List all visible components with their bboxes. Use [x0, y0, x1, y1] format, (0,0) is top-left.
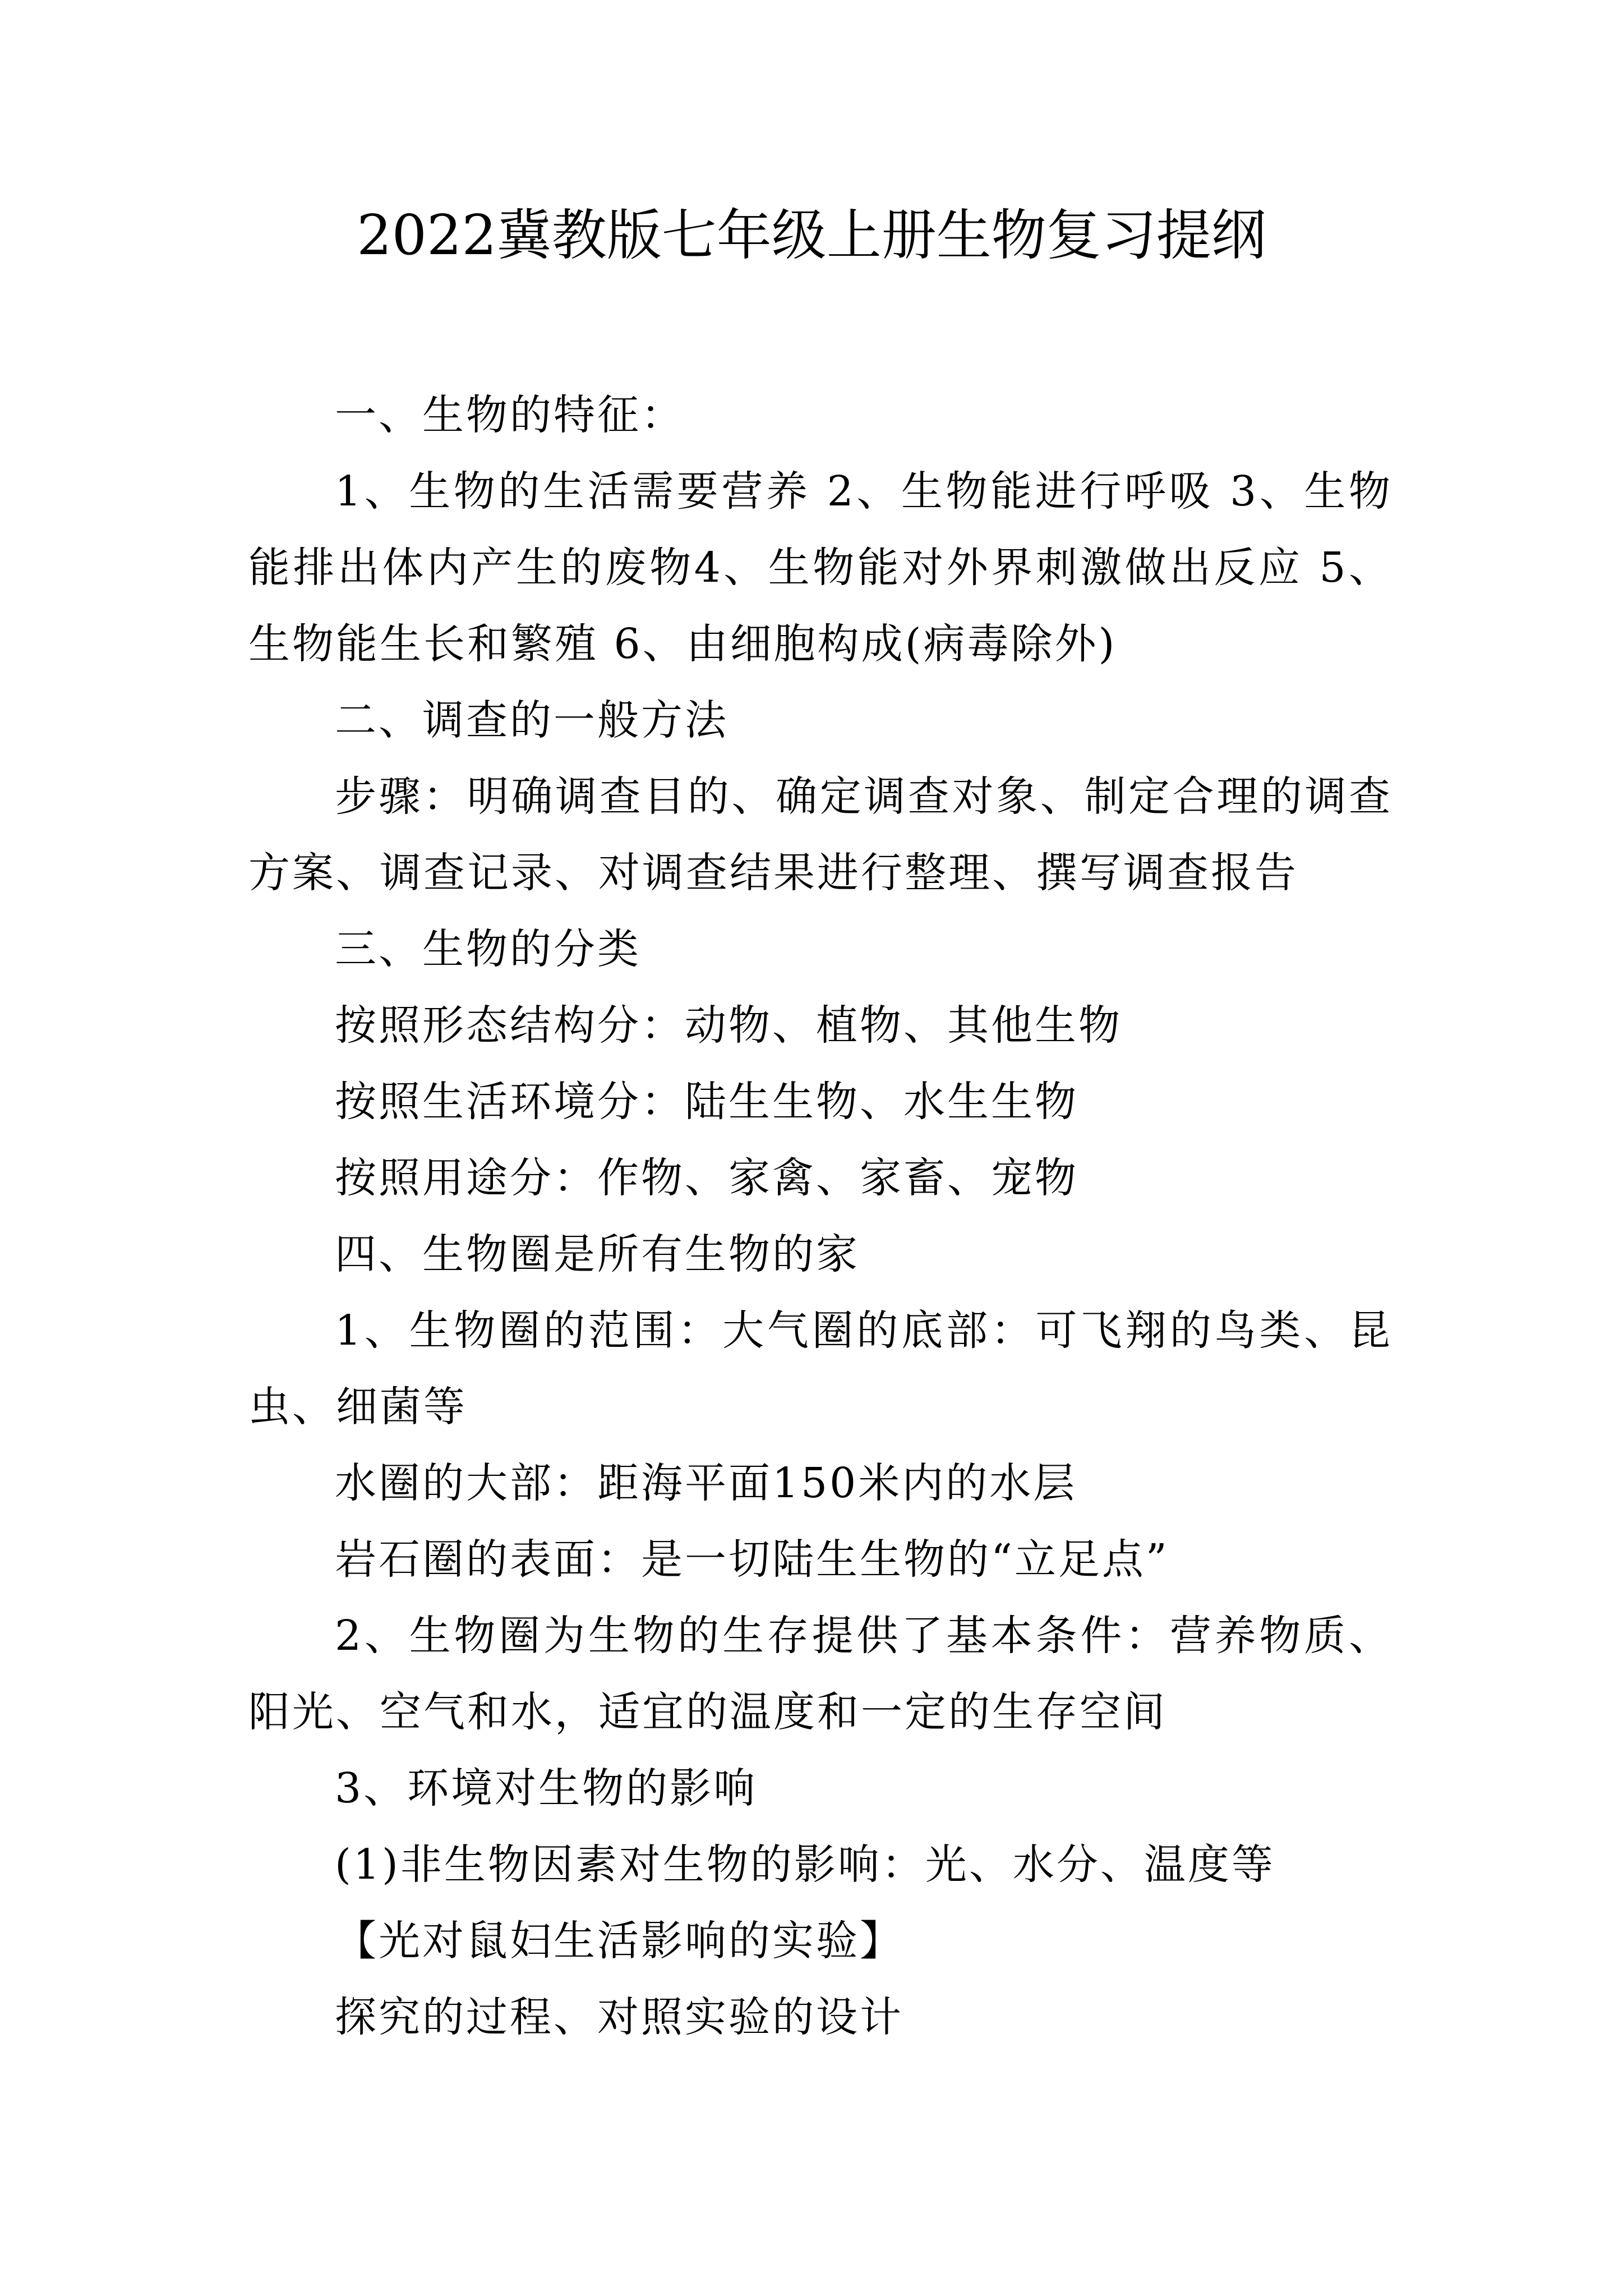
section-heading-1: 一、生物的特征：: [335, 391, 685, 439]
document-body: [248, 377, 1393, 2055]
section-heading-4: 四、生物圈是所有生物的家: [335, 1230, 860, 1278]
paragraph: 按照生活环境分：陆生生物、水生生物: [335, 1078, 1078, 1126]
paragraph: 【光对鼠妇生活影响的实验】: [335, 1917, 903, 1965]
paragraph: 探究的过程、对照实验的设计: [335, 1993, 903, 2041]
paragraph: 步骤：明确调查目的、确定调查对象、制定合理的调查方案、调查记录、对调查结果进行整理、撰写调查报告: [248, 772, 1393, 897]
paragraph: 按照形态结构分：动物、植物、其他生物: [335, 1001, 1122, 1050]
paragraph: 水圈的大部：距海平面150米内的水层: [335, 1459, 1077, 1507]
section-heading-2: 二、调查的一般方法: [335, 696, 728, 744]
paragraph: 2、生物圈为生物的生存提供了基本条件：营养物质、阳光、空气和水，适宜的温度和一定的生存空间: [248, 1612, 1393, 1736]
paragraph: (1)非生物因素对生物的影响：光、水分、温度等: [335, 1841, 1275, 1889]
paragraph: 3、环境对生物的影响: [335, 1764, 758, 1812]
paragraph: 1、生物圈的范围：大气圈的底部：可飞翔的鸟类、昆虫、细菌等: [248, 1306, 1393, 1431]
section-heading-3: 三、生物的分类: [335, 925, 641, 973]
document-title: 2022冀教版七年级上册生物复习提纲: [357, 204, 1266, 268]
paragraph: 岩石圈的表面：是一切陆生生物的“立足点”: [335, 1535, 1169, 1584]
paragraph: 1、生物的生活需要营养 2、生物能进行呼吸 3、生物能排出体内产生的废物4、生物能对外界刺激做出反应 5、生物能生长和繁殖 6、由细胞构成(病毒除外): [248, 467, 1393, 668]
paragraph: 按照用途分：作物、家禽、家畜、宠物: [335, 1154, 1078, 1202]
